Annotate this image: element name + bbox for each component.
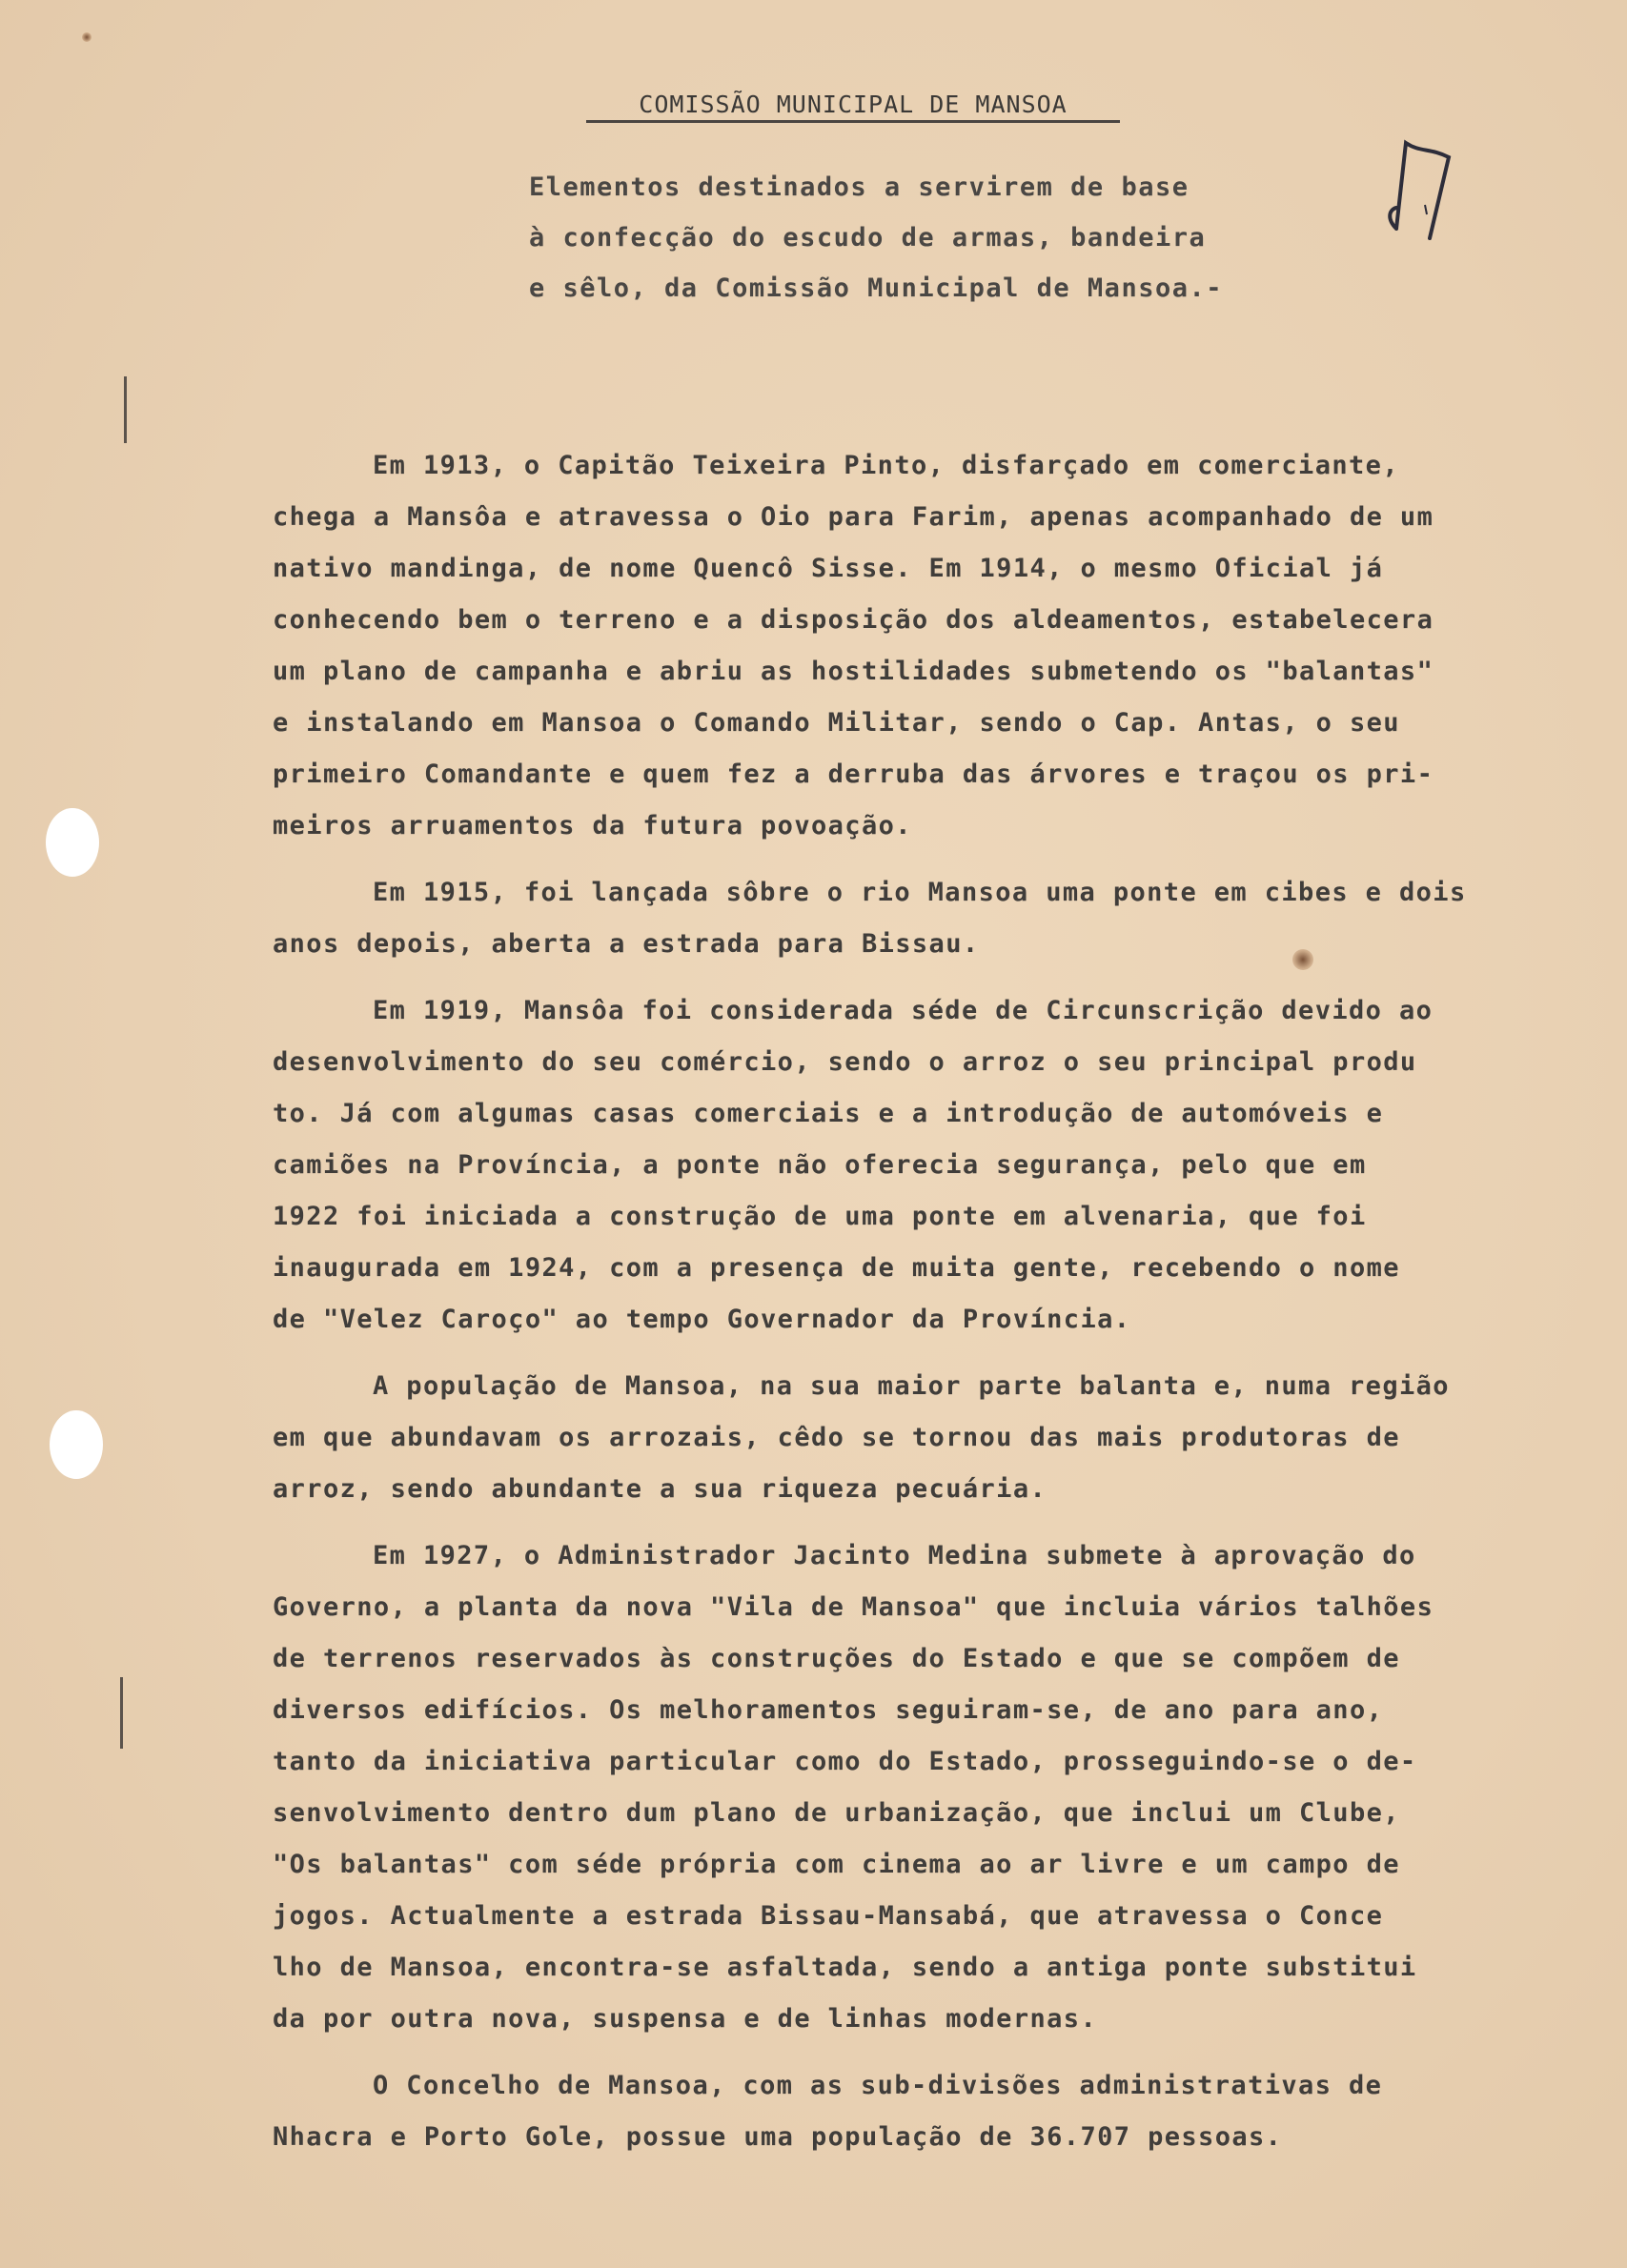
text-line: senvolvimento dentro dum plano de urbanização, que inclui um Clube, [273,1798,1400,1828]
text-line: nativo mandinga, de nome Quencô Sisse. Em 1914, o mesmo Oficial já [273,554,1384,583]
text-line: 1922 foi iniciada a construção de uma ponte em alvenaria, que foi [273,1202,1367,1231]
margin-mark [120,1677,123,1749]
text-line: chega a Mansôa e atravessa o Oio para Farim, apenas acompanhado de um [273,502,1434,532]
text-line: Em 1919, Mansôa foi considerada séde de Circunscrição devido ao [373,996,1434,1025]
paragraph [273,1530,1597,2045]
text-line: O Concelho de Mansoa, com as sub-divisões administrativas de [373,2071,1383,2100]
intro-line: à confecção do escudo de armas, bandeira [529,223,1207,253]
text-line: lho de Mansoa, encontra-se asfaltada, sendo a antiga ponte substitui [273,1953,1417,1982]
text-line: tanto da iniciativa particular como do Estado, prosseguindo-se o de- [273,1747,1417,1776]
punch-hole [50,1410,103,1479]
text-line: Em 1913, o Capitão Teixeira Pinto, disfarçado em comerciante, [373,451,1399,480]
text-line: conhecendo bem o terreno e a disposição dos aldeamentos, estabelecera [273,605,1434,635]
paper-stain [1292,949,1313,970]
document-title: COMISSÃO MUNICIPAL DE MANSOA [586,91,1120,123]
text-line: inaugurada em 1924, com a presença de muita gente, recebendo o nome [273,1253,1400,1283]
text-line: desenvolvimento do seu comércio, sendo o arroz o seu principal produ [273,1047,1417,1077]
text-line: um plano de campanha e abriu as hostilidades submetendo os "balantas" [273,657,1434,686]
text-line: Governo, a planta da nova "Vila de Mansoa" que incluia vários talhões [273,1592,1434,1622]
text-line: primeiro Comandante e quem fez a derruba das árvores e traçou os pri- [273,759,1434,789]
text-line: Nhacra e Porto Gole, possue uma população de 36.707 pessoas. [273,2122,1283,2152]
margin-mark [124,376,127,443]
text-line: A população de Mansoa, na sua maior parte balanta e, numa região [373,1371,1450,1401]
document-intro [529,162,1387,314]
intro-line: Elementos destinados a servirem de base [529,172,1190,202]
paragraph [273,867,1597,970]
text-line: de "Velez Caroço" ao tempo Governador da Província. [273,1305,1131,1334]
text-line: diversos edifícios. Os melhoramentos seguiram-se, de ano para ano, [273,1695,1384,1725]
text-line: "Os balantas" com séde própria com cinema ao ar livre e um campo de [273,1850,1400,1879]
text-line: em que abundavam os arrozais, cêdo se tornou das mais produtoras de [273,1423,1400,1452]
paragraph [273,2060,1597,2163]
intro-line: e sêlo, da Comissão Municipal de Mansoa.- [529,273,1223,303]
text-line: jogos. Actualmente a estrada Bissau-Mansabá, que atravessa o Conce [273,1901,1384,1931]
text-line: e instalando em Mansoa o Comando Militar, sendo o Cap. Antas, o seu [273,708,1400,738]
paragraph [273,1361,1597,1515]
punch-hole [46,808,99,877]
text-line: to. Já com algumas casas comerciais e a introdução de automóveis e [273,1099,1384,1128]
text-line: Em 1927, o Administrador Jacinto Medina submete à aprovação do [373,1541,1416,1570]
handwritten-page-mark [1377,124,1463,248]
text-line: anos depois, aberta a estrada para Bissau. [273,929,980,959]
paragraph [273,440,1597,852]
document-body [273,440,1597,2178]
paragraph [273,985,1597,1346]
text-line: camiões na Província, a ponte não oferecia segurança, pelo que em [273,1150,1367,1180]
text-line: arroz, sendo abundante a sua riqueza pecuária. [273,1474,1047,1504]
text-line: Em 1915, foi lançada sôbre o rio Mansoa uma ponte em cibes e dois [373,878,1467,907]
text-line: da por outra nova, suspensa e de linhas modernas. [273,2004,1098,2034]
paper-stain [82,32,92,42]
text-line: de terrenos reservados às construções do Estado e que se compõem de [273,1644,1400,1673]
text-line: meiros arruamentos da futura povoação. [273,811,912,840]
